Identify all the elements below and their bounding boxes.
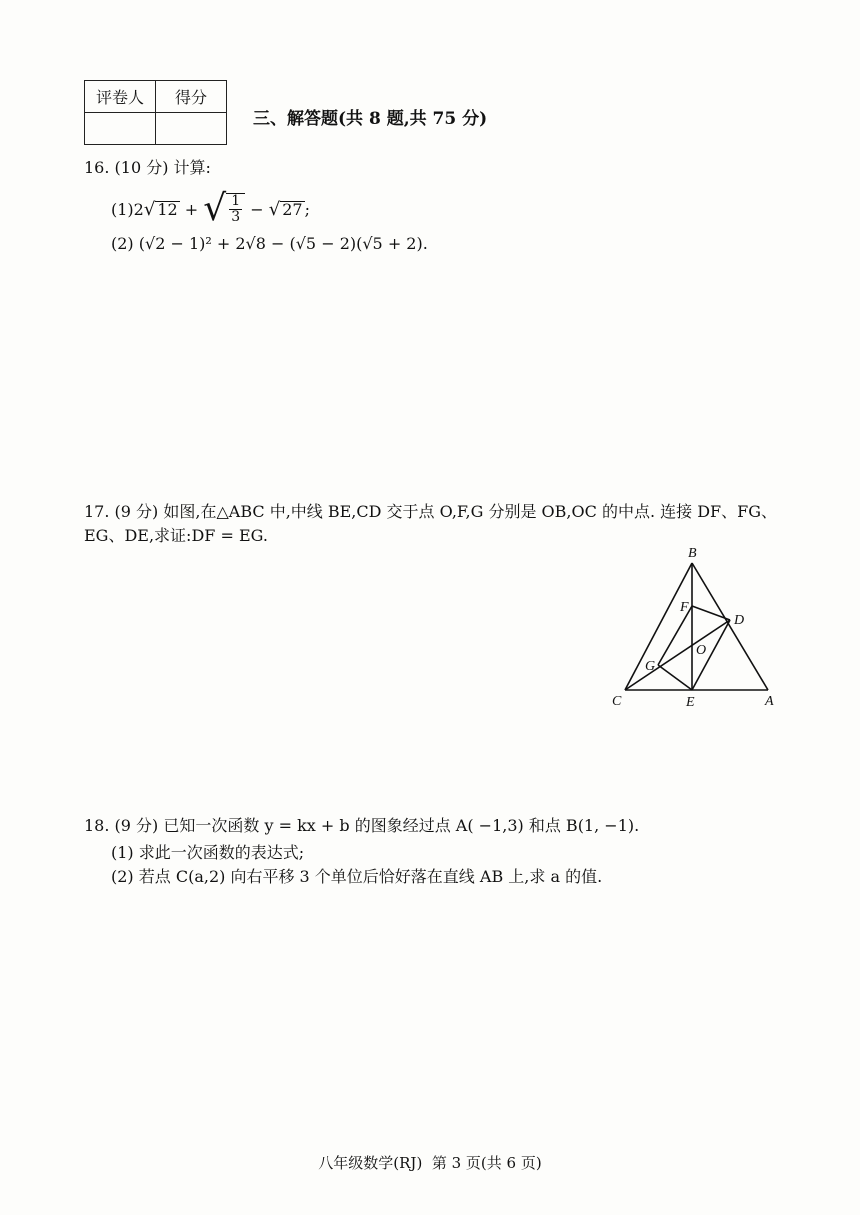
q16-stem: 16. (10 分) 计算: xyxy=(84,158,211,177)
label-g: G xyxy=(645,659,656,674)
label-e: E xyxy=(686,695,695,710)
label-c: C xyxy=(612,694,622,709)
radical-sign: √ xyxy=(143,198,156,220)
score-table xyxy=(84,80,227,145)
edge-ba xyxy=(692,563,768,690)
q16-p1-frac-num: 1 xyxy=(231,193,241,209)
label-f: F xyxy=(680,600,689,615)
q16-part2: (2) (√2 − 1)² + 2√8 − (√5 − 2)(√5 + 2). xyxy=(111,234,428,253)
q16-p1-end: ; xyxy=(304,199,310,219)
reviewer-header: 评卷人 xyxy=(85,81,156,113)
score-header: 得分 xyxy=(156,81,227,113)
q16-p1-minus: − xyxy=(245,199,269,219)
label-b: B xyxy=(688,546,697,561)
label-a: A xyxy=(765,694,774,709)
label-d: D xyxy=(734,613,745,628)
q18-part1: (1) 求此一次函数的表达式; xyxy=(111,843,305,862)
q17-stem: 17. (9 分) 如图,在△ABC 中,中线 BE,CD 交于点 O,F,G 分别是 OB,OC 的中点. 连接 DF、FG、EG、DE,求证:DF = EG. xyxy=(84,502,778,545)
score-cell[interactable] xyxy=(156,113,227,145)
radical-sign: √ xyxy=(268,198,281,220)
edge-bc xyxy=(625,563,692,690)
q16-p1-frac-den: 3 xyxy=(231,209,241,225)
q16-p1-sqrt-frac: √ $\frac{1}{3}$ xyxy=(203,191,245,227)
reviewer-cell[interactable] xyxy=(85,113,156,145)
q18-part2: (2) 若点 C(a,2) 向右平移 3 个单位后恰好落在直线 AB 上,求 a 的值. xyxy=(111,867,603,886)
q16-p1-plus: + xyxy=(179,199,204,219)
q18-stem: 18. (9 分) 已知一次函数 y = kx + b 的图象经过点 A( −1,3) 和点 B(1, −1). xyxy=(84,816,640,835)
segment-df xyxy=(692,606,730,620)
q16-p1-rad1: 12 xyxy=(157,199,178,219)
q16-p1-prefix: (1)2 xyxy=(111,199,144,219)
triangle-figure xyxy=(600,540,790,715)
section-title: 三、解答题(共 8 题,共 75 分) xyxy=(253,109,488,129)
page-footer: 八年级数学(RJ) 第 3 页(共 6 页) xyxy=(318,1154,542,1172)
q16-part1 xyxy=(111,188,310,229)
segment-ge xyxy=(658,665,692,690)
q16-p1-rad2: 27 xyxy=(282,199,303,219)
label-o: O xyxy=(696,643,707,658)
